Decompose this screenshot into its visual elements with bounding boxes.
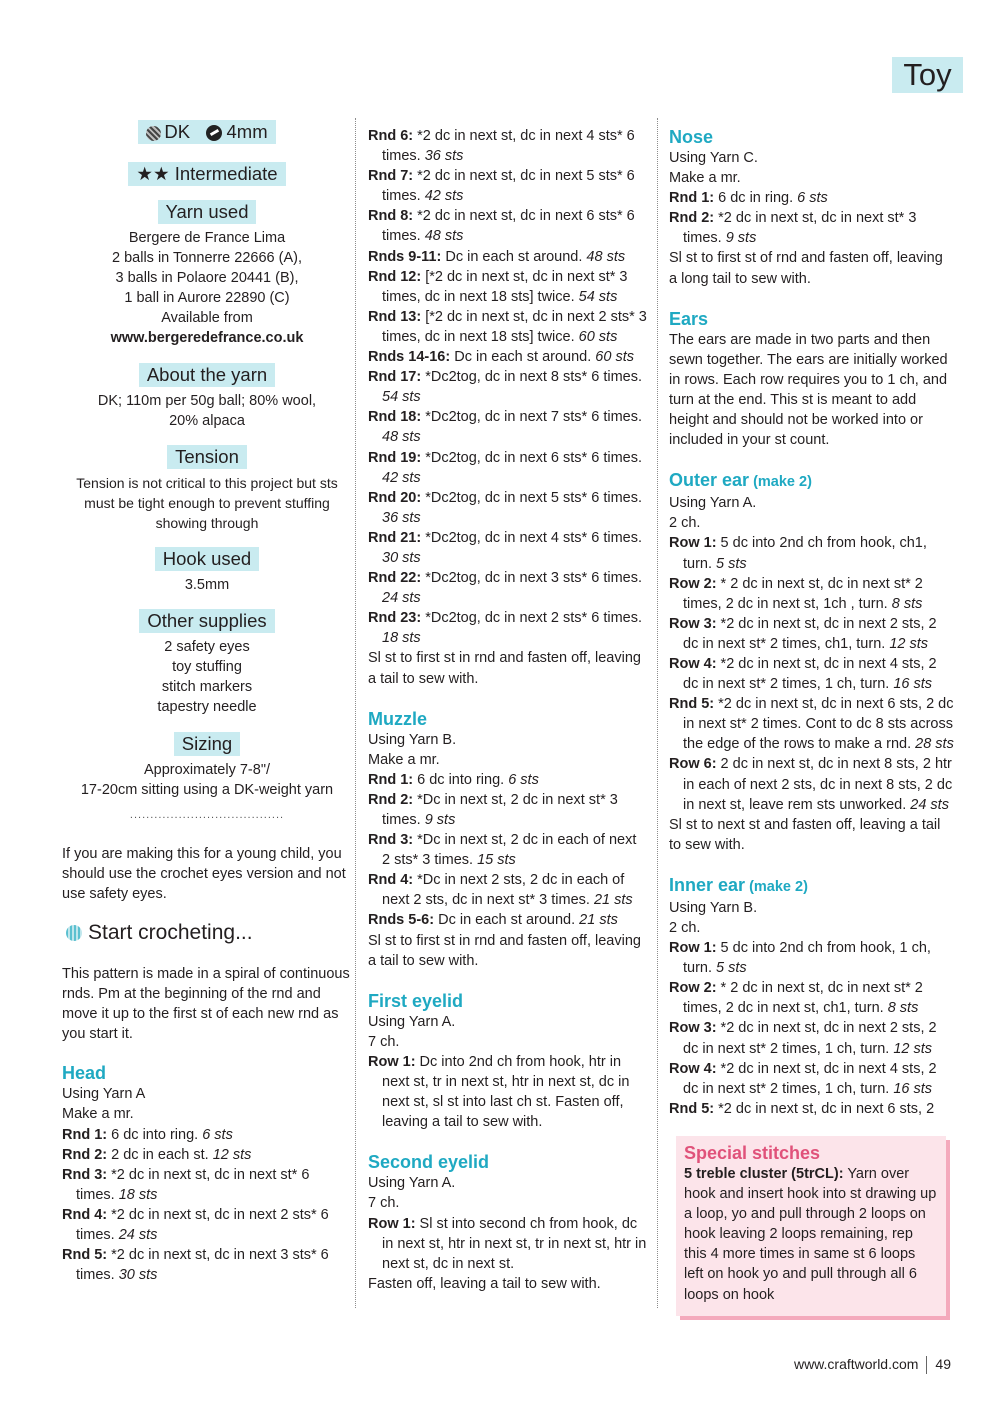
sizing-title: Sizing bbox=[174, 732, 240, 756]
pattern-row: Rnd 2: *Dc in next st, 2 dc in next st* 3 times. 9 sts bbox=[368, 791, 618, 828]
pattern-row: Row 1: Sl st into second ch from hook, dc in next st, htr in next st, tr in next st, htr in next st, dc in next st. bbox=[368, 1215, 647, 1272]
pattern-row: Rnd 1: 6 dc in ring. 6 sts bbox=[669, 190, 828, 207]
pattern-row: Row 1: 5 dc into 2nd ch from hook, ch1, turn. 5 sts bbox=[669, 535, 927, 572]
instruction-line: 7 ch. bbox=[368, 1033, 400, 1050]
yarn-used-title: Yarn used bbox=[158, 200, 257, 224]
column-divider-right bbox=[657, 118, 658, 1308]
pattern-row: Rnd 22: *Dc2tog, dc in next 3 sts* 6 times. 24 sts bbox=[368, 570, 642, 607]
pattern-row: Rnd 7: *2 dc in next st, dc in next 5 sts* 6 times. 42 sts bbox=[368, 168, 635, 205]
yarn-used-line: Bergere de France Lima bbox=[128, 230, 286, 246]
outer-ear-section bbox=[669, 469, 954, 855]
pattern-row: Rnds 5-6: Dc in each st around. 21 sts bbox=[368, 912, 618, 929]
inner-ear-title: Inner ear (make 2) bbox=[669, 874, 808, 895]
pattern-row: Row 4: *2 dc in next st, dc in next 4 sts, 2 dc in next st* 2 times, 1 ch, turn. 16 sts bbox=[669, 1060, 937, 1097]
pattern-column-right bbox=[669, 126, 954, 1119]
safety-note: If you are making this for a young child, you should use the crochet eyes version and not use safety eyes. bbox=[62, 845, 346, 902]
page-number: 49 bbox=[935, 1356, 951, 1372]
head-section bbox=[62, 1062, 352, 1285]
instruction-line: Make a mr. bbox=[368, 751, 440, 768]
pattern-row: Rnd 2: *2 dc in next st, dc in next st* 3 times. 9 sts bbox=[669, 210, 917, 247]
finish-instruction: Sl st to next st and fasten off, leaving a tail to sew with. bbox=[669, 816, 941, 853]
start-title: Start crocheting... bbox=[88, 920, 253, 944]
instruction-line: 2 ch. bbox=[669, 920, 701, 936]
head-rounds-continued bbox=[368, 126, 648, 689]
supply-item: stitch markers bbox=[161, 679, 253, 696]
yarn-used-text bbox=[62, 228, 352, 349]
pattern-row: Rnd 5: *2 dc in next st, dc in next 6 sts, 2 dc in next st* 2 times. Cont to dc 8 sts across the edge of the rows to make a rnd. 28 sts bbox=[669, 696, 954, 753]
first-eyelid-section bbox=[368, 990, 648, 1133]
about-yarn-line: 20% alpaca bbox=[169, 412, 245, 429]
pattern-row: Rnd 12: [*2 dc in next st, dc in next st* 3 times, dc in next 18 sts] twice. 54 sts bbox=[368, 268, 628, 305]
pattern-row: Row 1: 5 dc into 2nd ch from hook, 1 ch, turn. 5 sts bbox=[669, 940, 931, 977]
yarn-used-line: Available from bbox=[161, 310, 253, 327]
sizing-line: 17-20cm sitting using a DK-weight yarn bbox=[80, 781, 334, 798]
pattern-row: Row 3: *2 dc in next st, dc in next 2 sts, 2 dc in next st* 2 times, 1 ch, turn. 12 sts bbox=[669, 1020, 937, 1057]
yarn-used-line: 3 balls in Polaore 20441 (B), bbox=[115, 270, 299, 287]
level-text: Intermediate bbox=[174, 163, 278, 184]
footer-url: www.craftworld.com bbox=[793, 1356, 919, 1372]
pattern-row: Rnd 5: *2 dc in next st, dc in next 3 sts* 6 times. 30 sts bbox=[62, 1247, 329, 1284]
tension-line: showing through bbox=[155, 514, 259, 531]
outer-ear-title: Outer ear (make 2) bbox=[669, 470, 812, 491]
pattern-row: Rnd 17: *Dc2tog, dc in next 8 sts* 6 times. 54 sts bbox=[368, 369, 642, 406]
pattern-row: Row 1: Dc into 2nd ch from hook, htr in next st, tr in next st, htr in next st, dc in next st, sl st into last ch st. Fasten off, leaving a tail to sew with. bbox=[368, 1053, 630, 1131]
about-yarn-section bbox=[62, 363, 352, 431]
instruction-line: Using Yarn A. bbox=[669, 495, 757, 512]
instruction-line: Using Yarn B. bbox=[669, 899, 758, 916]
about-yarn-line: DK; 110m per 50g ball; 80% wool, bbox=[97, 392, 317, 409]
hook-size: 4mm bbox=[226, 121, 268, 142]
instruction-line: Using Yarn A bbox=[62, 1086, 146, 1103]
ears-section bbox=[669, 308, 954, 451]
pattern-row: Rnd 8: *2 dc in next st, dc in next 6 sts* 6 times. 48 sts bbox=[368, 208, 635, 245]
instruction-line: Using Yarn C. bbox=[669, 150, 758, 166]
hook-section bbox=[62, 547, 352, 595]
special-stitches-title: Special stitches bbox=[684, 1143, 821, 1163]
pattern-row: Row 3: *2 dc in next st, dc in next 2 sts, 2 dc in next st* 2 times, ch1, turn. 12 sts bbox=[669, 615, 937, 652]
yarn-ball-icon bbox=[146, 126, 161, 141]
level-stars: ★★ bbox=[136, 163, 170, 184]
pattern-row: Rnd 21: *Dc2tog, dc in next 4 sts* 6 times. 30 sts bbox=[368, 529, 642, 566]
hook-title: Hook used bbox=[155, 547, 259, 571]
supplies-section bbox=[62, 609, 352, 717]
section-tab: Toy bbox=[892, 57, 963, 93]
pattern-row: Rnd 1: 6 dc into ring. 6 sts bbox=[62, 1126, 233, 1143]
pattern-row: Rnd 4: *2 dc in next st, dc in next 2 sts* 6 times. 24 sts bbox=[62, 1206, 329, 1243]
instruction-line: Using Yarn A. bbox=[368, 1175, 456, 1192]
instruction-line: 2 ch. bbox=[669, 515, 701, 532]
supplies-title: Other supplies bbox=[139, 609, 274, 633]
pattern-column-middle bbox=[368, 126, 648, 1294]
special-stitches-box bbox=[676, 1136, 946, 1316]
special-stitches-text: 5 treble cluster (5trCL): Yarn over hook and insert hook into st drawing up a loop, yo and pull through 2 loops on hook leaving 2 loops remaining, rep this 4 more times in same st 6 loops left on hook yo and pull through all 6 loops on hook bbox=[684, 1166, 937, 1303]
pattern-row: Rnd 5: *2 dc in next st, dc in next 6 sts, 2 bbox=[669, 1100, 935, 1117]
yarn-used-line: 2 balls in Tonnerre 22666 (A), bbox=[112, 250, 302, 267]
tension-title: Tension bbox=[167, 445, 247, 469]
instruction-line: Using Yarn B. bbox=[368, 731, 457, 748]
pattern-row: Row 2: * 2 dc in next st, dc in next st* 2 times, 2 dc in next st, 1ch , turn. 8 sts bbox=[669, 575, 923, 612]
ears-text: The ears are made in two parts and then sewn together. The ears are initially worked in rows. Each row requires you to 1 ch, and turn at the end. This st is meant to add height and should not be worked into or included in your st count. bbox=[669, 331, 948, 449]
tension-section bbox=[62, 445, 352, 533]
ears-title: Ears bbox=[669, 308, 709, 329]
page-footer bbox=[794, 1356, 951, 1374]
pattern-row: Rnd 1: 6 dc into ring. 6 sts bbox=[368, 771, 539, 788]
yarn-weight: DK bbox=[164, 121, 191, 142]
finish-instruction: Sl st to first st in rnd and fasten off, leaving a tail to sew with. bbox=[368, 650, 641, 687]
sizing-line: Approximately 7-8"/ bbox=[143, 761, 271, 778]
intro-text: This pattern is made in a spiral of continuous rnds. Pm at the beginning of the rnd and move it up to the first st of each new rnd as you start it. bbox=[62, 965, 350, 1043]
yarn-ball-icon bbox=[66, 925, 82, 941]
pattern-row: Rnd 18: *Dc2tog, dc in next 7 sts* 6 times. 48 sts bbox=[368, 409, 642, 446]
inner-ear-section bbox=[669, 874, 954, 1119]
supply-item: tapestry needle bbox=[157, 699, 257, 716]
hook-icon bbox=[206, 125, 222, 141]
muzzle-title: Muzzle bbox=[368, 708, 428, 729]
info-column bbox=[62, 120, 352, 1285]
yarn-used-line: 1 ball in Aurore 22890 (C) bbox=[124, 290, 290, 307]
footer-separator bbox=[926, 1356, 927, 1374]
column-divider-left bbox=[355, 118, 356, 1308]
pattern-row: Rnd 4: *Dc in next 2 sts, 2 dc in each of next 2 sts, dc in next st* 3 times. 21 sts bbox=[368, 872, 633, 909]
pattern-row: Rnd 23: *Dc2tog, dc in next 2 sts* 6 times. 18 sts bbox=[368, 610, 642, 647]
supply-item: toy stuffing bbox=[172, 659, 242, 676]
pattern-row: Rnds 14-16: Dc in each st around. 60 sts bbox=[368, 349, 634, 366]
supplier-website: www.bergeredefrance.co.uk bbox=[110, 330, 304, 347]
finish-instruction: Sl st to first st of rnd and fasten off, leaving a long tail to sew with. bbox=[669, 250, 943, 287]
yarn-used-section bbox=[62, 200, 352, 349]
muzzle-section bbox=[368, 708, 648, 971]
instruction-line: Make a mr. bbox=[62, 1106, 134, 1123]
pattern-row: Rnd 19: *Dc2tog, dc in next 6 sts* 6 times. 42 sts bbox=[368, 449, 642, 486]
level-badge bbox=[128, 162, 285, 186]
instruction-line: Make a mr. bbox=[669, 170, 741, 187]
pattern-row: Rnd 2: 2 dc in each st. 12 sts bbox=[62, 1146, 252, 1163]
start-heading bbox=[62, 920, 352, 946]
pattern-row: Row 4: *2 dc in next st, dc in next 4 sts, 2 dc in next st* 2 times, 1 ch, turn. 16 sts bbox=[669, 655, 937, 693]
pattern-row: Rnd 6: *2 dc in next st, dc in next 4 sts* 6 times. 36 sts bbox=[368, 128, 635, 165]
nose-section bbox=[669, 126, 954, 289]
pattern-row: Rnd 3: *Dc in next st, 2 dc in each of next 2 sts* 3 times. 15 sts bbox=[368, 832, 637, 869]
pattern-row: Row 2: * 2 dc in next st, dc in next st* 2 times, 2 dc in next st, ch1, turn. 8 sts bbox=[669, 980, 923, 1017]
instruction-line: Using Yarn A. bbox=[368, 1013, 456, 1030]
pattern-row: Rnd 3: *2 dc in next st, dc in next st* 6 times. 18 sts bbox=[62, 1166, 310, 1203]
finish-instruction: Fasten off, leaving a tail to sew with. bbox=[368, 1275, 601, 1292]
dotted-separator: ...................................... bbox=[129, 808, 285, 821]
tension-line: Tension is not critical to this project but sts bbox=[76, 474, 338, 491]
pattern-row: Row 6: 2 dc in next st, dc in next 8 sts, 2 htr in each of next 2 sts, dc in next 8 sts, 2 dc in next st, leave rem sts unworked. 24 sts bbox=[669, 756, 953, 813]
finish-instruction: Sl st to first st in rnd and fasten off, leaving a tail to sew with. bbox=[368, 932, 641, 969]
hook-line: 3.5mm bbox=[184, 577, 230, 594]
head-title: Head bbox=[62, 1063, 107, 1084]
second-eyelid-title: Second eyelid bbox=[368, 1152, 490, 1173]
supply-item: 2 safety eyes bbox=[164, 639, 250, 656]
nose-title: Nose bbox=[669, 127, 714, 147]
pattern-row: Rnds 9-11: Dc in each st around. 48 sts bbox=[368, 248, 626, 265]
instruction-line: 7 ch. bbox=[368, 1195, 400, 1212]
pattern-row: Rnd 13: [*2 dc in next st, dc in next 2 sts* 3 times, dc in next 18 sts] twice. 60 sts bbox=[368, 308, 647, 345]
second-eyelid-section bbox=[368, 1151, 648, 1294]
about-yarn-title: About the yarn bbox=[139, 363, 275, 387]
sizing-section bbox=[62, 732, 352, 800]
yarn-hook-badge bbox=[138, 120, 275, 144]
pattern-row: Rnd 20: *Dc2tog, dc in next 5 sts* 6 times. 36 sts bbox=[368, 489, 642, 526]
first-eyelid-title: First eyelid bbox=[368, 990, 464, 1011]
tension-line: must be tight enough to prevent stuffing bbox=[84, 494, 330, 511]
